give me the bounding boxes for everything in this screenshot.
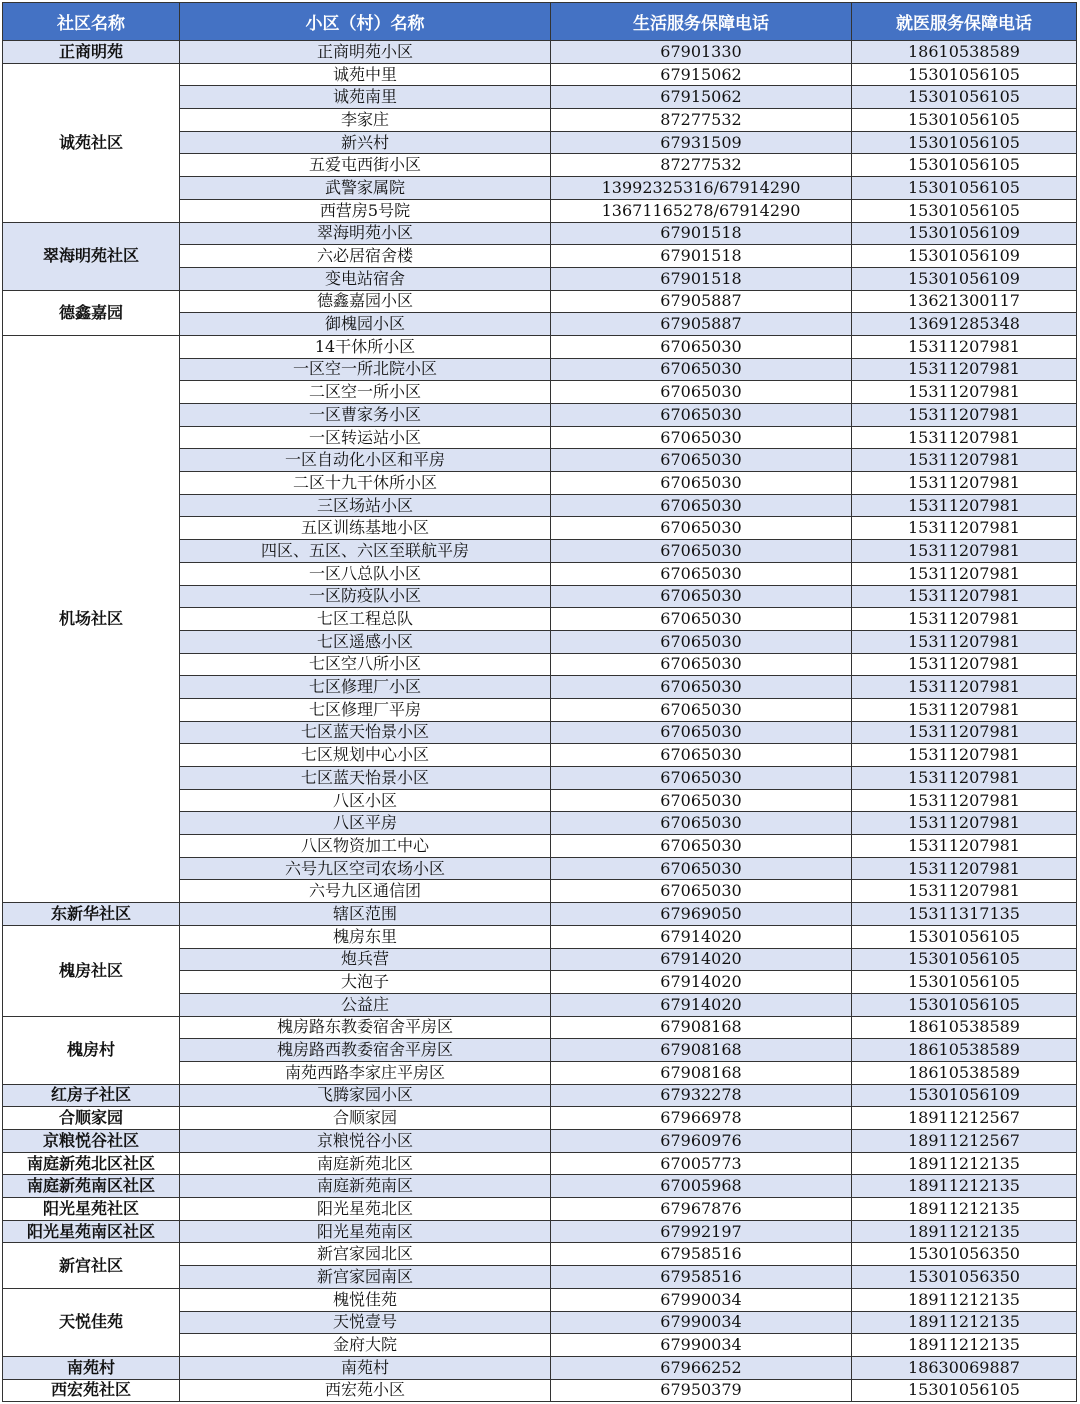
life-phone-cell: 67914020 <box>551 925 852 948</box>
life-phone-cell: 67065030 <box>551 835 852 858</box>
life-phone-cell: 67065030 <box>551 494 852 517</box>
life-phone-cell: 87277532 <box>551 109 852 132</box>
table-row <box>3 1379 1077 1402</box>
table-row <box>3 41 1077 64</box>
subdistrict-name-cell: 阳光星苑南区 <box>180 1220 551 1243</box>
medical-phone-cell: 18610538589 <box>852 1016 1077 1039</box>
life-phone-cell: 67908168 <box>551 1039 852 1062</box>
subdistrict-name-cell: 七区规划中心小区 <box>180 744 551 767</box>
subdistrict-name-cell: 辖区范围 <box>180 903 551 926</box>
table-row <box>3 1220 1077 1243</box>
life-phone-cell: 67065030 <box>551 449 852 472</box>
subdistrict-name-cell: 新宫家园北区 <box>180 1243 551 1266</box>
life-phone-cell: 67992197 <box>551 1220 852 1243</box>
subdistrict-name-cell: 南苑西路李家庄平房区 <box>180 1061 551 1084</box>
subdistrict-name-cell: 变电站宿舍 <box>180 267 551 290</box>
header-community: 社区名称 <box>3 3 180 41</box>
medical-phone-cell: 15311207981 <box>852 608 1077 631</box>
subdistrict-name-cell: 八区小区 <box>180 789 551 812</box>
life-phone-cell: 67005968 <box>551 1175 852 1198</box>
life-phone-cell: 67901330 <box>551 41 852 64</box>
subdistrict-name-cell: 南苑村 <box>180 1356 551 1379</box>
header-subdistrict: 小区（村）名称 <box>180 3 551 41</box>
subdistrict-name-cell: 槐悦佳苑 <box>180 1288 551 1311</box>
medical-phone-cell: 18610538589 <box>852 41 1077 64</box>
medical-phone-cell: 18911212135 <box>852 1198 1077 1221</box>
medical-phone-cell: 15311207981 <box>852 335 1077 358</box>
life-phone-cell: 67966978 <box>551 1107 852 1130</box>
medical-phone-cell: 18911212135 <box>852 1288 1077 1311</box>
medical-phone-cell: 15301056105 <box>852 971 1077 994</box>
subdistrict-name-cell: 飞腾家园小区 <box>180 1084 551 1107</box>
medical-phone-cell: 18911212567 <box>852 1130 1077 1153</box>
medical-phone-cell: 15311207981 <box>852 472 1077 495</box>
medical-phone-cell: 18911212135 <box>852 1220 1077 1243</box>
medical-phone-cell: 15311207981 <box>852 517 1077 540</box>
subdistrict-name-cell: 阳光星苑北区 <box>180 1198 551 1221</box>
medical-phone-cell: 15301056105 <box>852 109 1077 132</box>
subdistrict-name-cell: 七区工程总队 <box>180 608 551 631</box>
subdistrict-name-cell: 南庭新苑南区 <box>180 1175 551 1198</box>
community-name-cell: 翠海明苑社区 <box>3 222 180 290</box>
medical-phone-cell: 15311207981 <box>852 585 1077 608</box>
header-row <box>3 3 1077 41</box>
subdistrict-name-cell: 五爱屯西街小区 <box>180 154 551 177</box>
subdistrict-name-cell: 七区空八所小区 <box>180 653 551 676</box>
life-phone-cell: 67969050 <box>551 903 852 926</box>
life-phone-cell: 67065030 <box>551 653 852 676</box>
medical-phone-cell: 18911212135 <box>852 1334 1077 1357</box>
subdistrict-name-cell: 槐房路东教委宿舍平房区 <box>180 1016 551 1039</box>
medical-phone-cell: 15311207981 <box>852 630 1077 653</box>
life-phone-cell: 67065030 <box>551 767 852 790</box>
life-phone-cell: 67931509 <box>551 131 852 154</box>
table-row <box>3 222 1077 245</box>
life-phone-cell: 67005773 <box>551 1152 852 1175</box>
community-name-cell: 合顺家园 <box>3 1107 180 1130</box>
life-phone-cell: 67901518 <box>551 267 852 290</box>
table-row <box>3 1107 1077 1130</box>
medical-phone-cell: 18610538589 <box>852 1061 1077 1084</box>
medical-phone-cell: 18911212135 <box>852 1311 1077 1334</box>
community-name-cell: 正商明苑 <box>3 41 180 64</box>
medical-phone-cell: 15311207981 <box>852 449 1077 472</box>
table-row <box>3 1130 1077 1153</box>
subdistrict-name-cell: 二区十九干休所小区 <box>180 472 551 495</box>
table-row <box>3 1016 1077 1039</box>
medical-phone-cell: 15311207981 <box>852 404 1077 427</box>
medical-phone-cell: 18610538589 <box>852 1039 1077 1062</box>
phone-directory-table <box>2 2 1077 1402</box>
subdistrict-name-cell: 三区场站小区 <box>180 494 551 517</box>
medical-phone-cell: 15311207981 <box>852 653 1077 676</box>
medical-phone-cell: 15311207981 <box>852 426 1077 449</box>
community-name-cell: 西宏苑社区 <box>3 1379 180 1402</box>
life-phone-cell: 67065030 <box>551 562 852 585</box>
life-phone-cell: 13671165278/67914290 <box>551 199 852 222</box>
subdistrict-name-cell: 西营房5号院 <box>180 199 551 222</box>
table-row <box>3 1198 1077 1221</box>
subdistrict-name-cell: 槐房路西教委宿舍平房区 <box>180 1039 551 1062</box>
subdistrict-name-cell: 六必居宿舍楼 <box>180 245 551 268</box>
subdistrict-name-cell: 金府大院 <box>180 1334 551 1357</box>
table-row <box>3 1175 1077 1198</box>
medical-phone-cell: 15311207981 <box>852 812 1077 835</box>
subdistrict-name-cell: 一区自动化小区和平房 <box>180 449 551 472</box>
table-row <box>3 335 1077 358</box>
medical-phone-cell: 15311317135 <box>852 903 1077 926</box>
life-phone-cell: 67901518 <box>551 222 852 245</box>
table-row <box>3 1152 1077 1175</box>
life-phone-cell: 67990034 <box>551 1311 852 1334</box>
subdistrict-name-cell: 七区修理厂小区 <box>180 676 551 699</box>
medical-phone-cell: 15311207981 <box>852 358 1077 381</box>
life-phone-cell: 67065030 <box>551 698 852 721</box>
life-phone-cell: 67065030 <box>551 585 852 608</box>
medical-phone-cell: 15301056105 <box>852 925 1077 948</box>
life-phone-cell: 67966252 <box>551 1356 852 1379</box>
life-phone-cell: 67914020 <box>551 971 852 994</box>
subdistrict-name-cell: 诚苑中里 <box>180 63 551 86</box>
subdistrict-name-cell: 京粮悦谷小区 <box>180 1130 551 1153</box>
medical-phone-cell: 15301056350 <box>852 1266 1077 1289</box>
medical-phone-cell: 15301056109 <box>852 245 1077 268</box>
table-row <box>3 925 1077 948</box>
life-phone-cell: 67908168 <box>551 1016 852 1039</box>
life-phone-cell: 67908168 <box>551 1061 852 1084</box>
header-medical-phone: 就医服务保障电话 <box>852 3 1077 41</box>
community-name-cell: 南庭新苑南区社区 <box>3 1175 180 1198</box>
subdistrict-name-cell: 南庭新苑北区 <box>180 1152 551 1175</box>
subdistrict-name-cell: 四区、五区、六区至联航平房 <box>180 540 551 563</box>
table-row <box>3 1288 1077 1311</box>
subdistrict-name-cell: 六号九区通信团 <box>180 880 551 903</box>
subdistrict-name-cell: 御槐园小区 <box>180 313 551 336</box>
medical-phone-cell: 15311207981 <box>852 381 1077 404</box>
life-phone-cell: 67065030 <box>551 880 852 903</box>
subdistrict-name-cell: 武警家属院 <box>180 177 551 200</box>
medical-phone-cell: 15301056105 <box>852 199 1077 222</box>
subdistrict-name-cell: 新宫家园南区 <box>180 1266 551 1289</box>
subdistrict-name-cell: 六号九区空司农场小区 <box>180 857 551 880</box>
medical-phone-cell: 15301056105 <box>852 86 1077 109</box>
subdistrict-name-cell: 槐房东里 <box>180 925 551 948</box>
community-name-cell: 天悦佳苑 <box>3 1288 180 1356</box>
community-name-cell: 东新华社区 <box>3 903 180 926</box>
medical-phone-cell: 15301056109 <box>852 1084 1077 1107</box>
life-phone-cell: 67958516 <box>551 1243 852 1266</box>
life-phone-cell: 67914020 <box>551 948 852 971</box>
life-phone-cell: 13992325316/67914290 <box>551 177 852 200</box>
medical-phone-cell: 15301056105 <box>852 948 1077 971</box>
life-phone-cell: 67950379 <box>551 1379 852 1402</box>
subdistrict-name-cell: 公益庄 <box>180 993 551 1016</box>
medical-phone-cell: 18911212567 <box>852 1107 1077 1130</box>
subdistrict-name-cell: 天悦壹号 <box>180 1311 551 1334</box>
community-name-cell: 槐房村 <box>3 1016 180 1084</box>
subdistrict-name-cell: 一区空一所北院小区 <box>180 358 551 381</box>
medical-phone-cell: 15311207981 <box>852 789 1077 812</box>
table-row <box>3 1356 1077 1379</box>
life-phone-cell: 67065030 <box>551 789 852 812</box>
life-phone-cell: 67905887 <box>551 290 852 313</box>
table-row <box>3 290 1077 313</box>
medical-phone-cell: 15311207981 <box>852 880 1077 903</box>
medical-phone-cell: 15301056109 <box>852 222 1077 245</box>
life-phone-cell: 67905887 <box>551 313 852 336</box>
table-body <box>3 41 1077 1402</box>
medical-phone-cell: 15311207981 <box>852 857 1077 880</box>
medical-phone-cell: 18630069887 <box>852 1356 1077 1379</box>
subdistrict-name-cell: 七区修理厂平房 <box>180 698 551 721</box>
medical-phone-cell: 15301056350 <box>852 1243 1077 1266</box>
medical-phone-cell: 15311207981 <box>852 698 1077 721</box>
medical-phone-cell: 15301056109 <box>852 267 1077 290</box>
medical-phone-cell: 18911212135 <box>852 1152 1077 1175</box>
life-phone-cell: 67065030 <box>551 721 852 744</box>
medical-phone-cell: 15311207981 <box>852 562 1077 585</box>
community-name-cell: 阳光星苑社区 <box>3 1198 180 1221</box>
subdistrict-name-cell: 一区转运站小区 <box>180 426 551 449</box>
table-row <box>3 903 1077 926</box>
life-phone-cell: 67065030 <box>551 426 852 449</box>
subdistrict-name-cell: 七区蓝天怡景小区 <box>180 721 551 744</box>
subdistrict-name-cell: 七区遥感小区 <box>180 630 551 653</box>
subdistrict-name-cell: 翠海明苑小区 <box>180 222 551 245</box>
medical-phone-cell: 15311207981 <box>852 835 1077 858</box>
subdistrict-name-cell: 八区平房 <box>180 812 551 835</box>
medical-phone-cell: 15301056105 <box>852 131 1077 154</box>
life-phone-cell: 67065030 <box>551 812 852 835</box>
subdistrict-name-cell: 新兴村 <box>180 131 551 154</box>
life-phone-cell: 67065030 <box>551 358 852 381</box>
life-phone-cell: 67065030 <box>551 630 852 653</box>
subdistrict-name-cell: 八区物资加工中心 <box>180 835 551 858</box>
subdistrict-name-cell: 李家庄 <box>180 109 551 132</box>
table-row <box>3 1243 1077 1266</box>
life-phone-cell: 67065030 <box>551 517 852 540</box>
subdistrict-name-cell: 西宏苑小区 <box>180 1379 551 1402</box>
life-phone-cell: 67065030 <box>551 676 852 699</box>
medical-phone-cell: 15301056105 <box>852 177 1077 200</box>
life-phone-cell: 67065030 <box>551 857 852 880</box>
life-phone-cell: 67065030 <box>551 608 852 631</box>
medical-phone-cell: 15311207981 <box>852 721 1077 744</box>
life-phone-cell: 67915062 <box>551 86 852 109</box>
medical-phone-cell: 15311207981 <box>852 744 1077 767</box>
medical-phone-cell: 15311207981 <box>852 767 1077 790</box>
medical-phone-cell: 15301056105 <box>852 63 1077 86</box>
life-phone-cell: 67065030 <box>551 744 852 767</box>
subdistrict-name-cell: 五区训练基地小区 <box>180 517 551 540</box>
medical-phone-cell: 18911212135 <box>852 1175 1077 1198</box>
medical-phone-cell: 15311207981 <box>852 494 1077 517</box>
life-phone-cell: 67960976 <box>551 1130 852 1153</box>
life-phone-cell: 67990034 <box>551 1334 852 1357</box>
medical-phone-cell: 15301056105 <box>852 993 1077 1016</box>
life-phone-cell: 67958516 <box>551 1266 852 1289</box>
life-phone-cell: 67065030 <box>551 472 852 495</box>
subdistrict-name-cell: 炮兵营 <box>180 948 551 971</box>
life-phone-cell: 67990034 <box>551 1288 852 1311</box>
community-name-cell: 机场社区 <box>3 335 180 902</box>
life-phone-cell: 67967876 <box>551 1198 852 1221</box>
medical-phone-cell: 15301056105 <box>852 154 1077 177</box>
subdistrict-name-cell: 一区八总队小区 <box>180 562 551 585</box>
subdistrict-name-cell: 合顺家园 <box>180 1107 551 1130</box>
life-phone-cell: 87277532 <box>551 154 852 177</box>
subdistrict-name-cell: 德鑫嘉园小区 <box>180 290 551 313</box>
life-phone-cell: 67065030 <box>551 381 852 404</box>
community-name-cell: 南苑村 <box>3 1356 180 1379</box>
medical-phone-cell: 13621300117 <box>852 290 1077 313</box>
community-name-cell: 京粮悦谷社区 <box>3 1130 180 1153</box>
subdistrict-name-cell: 七区蓝天怡景小区 <box>180 767 551 790</box>
community-name-cell: 槐房社区 <box>3 925 180 1016</box>
life-phone-cell: 67932278 <box>551 1084 852 1107</box>
medical-phone-cell: 15311207981 <box>852 540 1077 563</box>
subdistrict-name-cell: 14干休所小区 <box>180 335 551 358</box>
medical-phone-cell: 15311207981 <box>852 676 1077 699</box>
community-name-cell: 新宫社区 <box>3 1243 180 1288</box>
subdistrict-name-cell: 二区空一所小区 <box>180 381 551 404</box>
life-phone-cell: 67901518 <box>551 245 852 268</box>
subdistrict-name-cell: 正商明苑小区 <box>180 41 551 64</box>
community-name-cell: 红房子社区 <box>3 1084 180 1107</box>
table-row <box>3 63 1077 86</box>
medical-phone-cell: 13691285348 <box>852 313 1077 336</box>
subdistrict-name-cell: 一区曹家务小区 <box>180 404 551 427</box>
subdistrict-name-cell: 一区防疫队小区 <box>180 585 551 608</box>
life-phone-cell: 67065030 <box>551 404 852 427</box>
community-name-cell: 德鑫嘉园 <box>3 290 180 335</box>
community-name-cell: 南庭新苑北区社区 <box>3 1152 180 1175</box>
subdistrict-name-cell: 大泡子 <box>180 971 551 994</box>
medical-phone-cell: 15301056105 <box>852 1379 1077 1402</box>
subdistrict-name-cell: 诚苑南里 <box>180 86 551 109</box>
community-name-cell: 阳光星苑南区社区 <box>3 1220 180 1243</box>
life-phone-cell: 67914020 <box>551 993 852 1016</box>
community-name-cell: 诚苑社区 <box>3 63 180 222</box>
header-life-phone: 生活服务保障电话 <box>551 3 852 41</box>
life-phone-cell: 67915062 <box>551 63 852 86</box>
life-phone-cell: 67065030 <box>551 540 852 563</box>
life-phone-cell: 67065030 <box>551 335 852 358</box>
table-row <box>3 1084 1077 1107</box>
